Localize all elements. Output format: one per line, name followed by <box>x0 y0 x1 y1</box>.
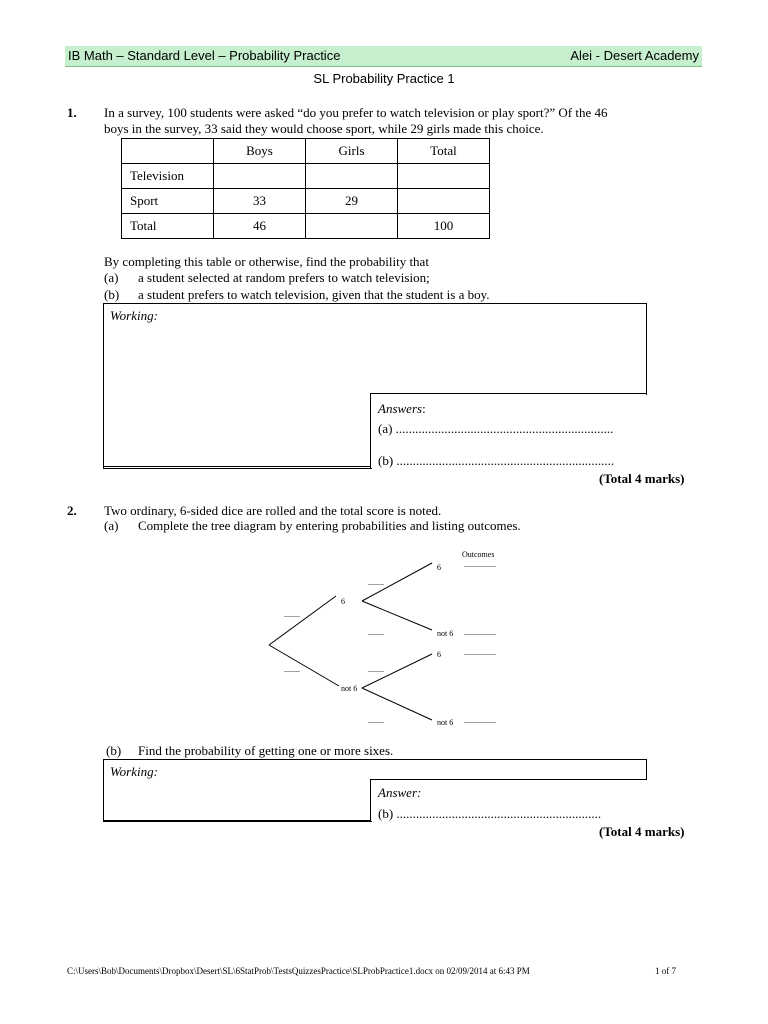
table-header-boys: Boys <box>214 139 306 164</box>
table-row-label: Sport <box>122 189 214 214</box>
q1-working-label: Working: <box>110 308 158 323</box>
tree-node-six: 6 <box>341 597 345 606</box>
q1-part-b-label: (b) <box>104 287 120 302</box>
table-row-label: Television <box>122 164 214 189</box>
divider <box>104 820 371 821</box>
footer-page-number: 1 of 7 <box>655 966 676 976</box>
tree-branch <box>362 601 432 630</box>
table-header-girls: Girls <box>306 139 398 164</box>
table-cell: 100 <box>398 214 490 239</box>
q1-instruction: By completing this table or otherwise, find the probability that <box>104 254 429 269</box>
header-school: Alei - Desert Academy <box>570 48 699 63</box>
divider <box>370 779 646 780</box>
q1-answers-colon: : <box>422 401 426 416</box>
q1-answer-b[interactable]: (b) ................................................................... <box>378 453 615 468</box>
tree-leaf-not-six: not 6 <box>437 718 454 727</box>
tree-branch <box>269 645 339 686</box>
q2-working-box-top[interactable] <box>103 759 647 780</box>
q1-part-a-label: (a) <box>104 270 119 285</box>
tree-leaf-six: 6 <box>437 650 441 659</box>
q1-part-a: a student selected at random prefers to watch television; <box>138 270 430 285</box>
tree-outcome-blank[interactable]: ................ <box>464 648 496 657</box>
q2-part-a: Complete the tree diagram by entering probabilities and listing outcomes. <box>138 518 521 533</box>
q2-part-b: Find the probability of getting one or more sixes. <box>138 743 394 758</box>
q2-working-label: Working: <box>110 764 158 779</box>
table-cell: 46 <box>214 214 306 239</box>
tree-node-not-six: not 6 <box>341 684 358 693</box>
q1-intro-line2: boys in the survey, 33 said they would choose sport, while 29 girls made this choice. <box>104 121 544 136</box>
tree-outcome-blank[interactable]: ................ <box>464 560 496 569</box>
table-row-label: Total <box>122 214 214 239</box>
tree-prob-blank[interactable]: ........ <box>368 628 384 637</box>
tree-prob-blank[interactable]: ........ <box>284 610 300 619</box>
tree-prob-blank[interactable]: ........ <box>368 716 384 725</box>
tree-prob-blank[interactable]: ........ <box>368 578 384 587</box>
q2-part-b-label: (b) <box>106 743 122 758</box>
q1-intro-line1: In a survey, 100 students were asked “do you prefer to watch television or play sport?” Of the 46 <box>104 105 608 120</box>
q2-answer-b[interactable]: (b) ............................................................... <box>378 806 602 821</box>
table-cell: 33 <box>214 189 306 214</box>
header-course: IB Math – Standard Level – Probability Practice <box>68 48 341 63</box>
tree-outcome-blank[interactable]: ................ <box>464 716 496 725</box>
tree-prob-blank[interactable]: ........ <box>284 665 300 674</box>
q2-intro: Two ordinary, 6-sided dice are rolled and the total score is noted. <box>104 503 442 518</box>
tree-branch <box>269 596 336 645</box>
q2-total-marks: (Total 4 marks) <box>599 824 685 839</box>
q1-answers-label: Answers <box>378 401 423 416</box>
q1-part-b: a student prefers to watch television, given that the student is a boy. <box>138 287 490 302</box>
q2-number: 2. <box>67 503 77 518</box>
q1-total-marks: (Total 4 marks) <box>599 471 685 486</box>
table-cell: 29 <box>306 189 398 214</box>
q2-part-a-label: (a) <box>104 518 119 533</box>
q1-answer-a[interactable]: (a) ................................................................... <box>378 421 614 436</box>
table-header-total: Total <box>398 139 490 164</box>
footer-file-path: C:\Users\Bob\Documents\Dropbox\Desert\SL\6StatProb\TestsQuizzesPractice\SLProbPractice1.docx on 02/09/2014 at 6:43 PM <box>67 966 530 976</box>
tree-outcomes-header: Outcomes <box>462 550 495 559</box>
page-title: SL Probability Practice 1 <box>313 71 455 86</box>
q1-number: 1. <box>67 105 77 120</box>
tree-leaf-not-six: not 6 <box>437 629 454 638</box>
tree-outcome-blank[interactable]: ................ <box>464 628 496 637</box>
q2-answer-label: Answer: <box>378 785 422 800</box>
divider <box>370 779 371 821</box>
tree-prob-blank[interactable]: ........ <box>368 665 384 674</box>
tree-leaf-six: 6 <box>437 563 441 572</box>
